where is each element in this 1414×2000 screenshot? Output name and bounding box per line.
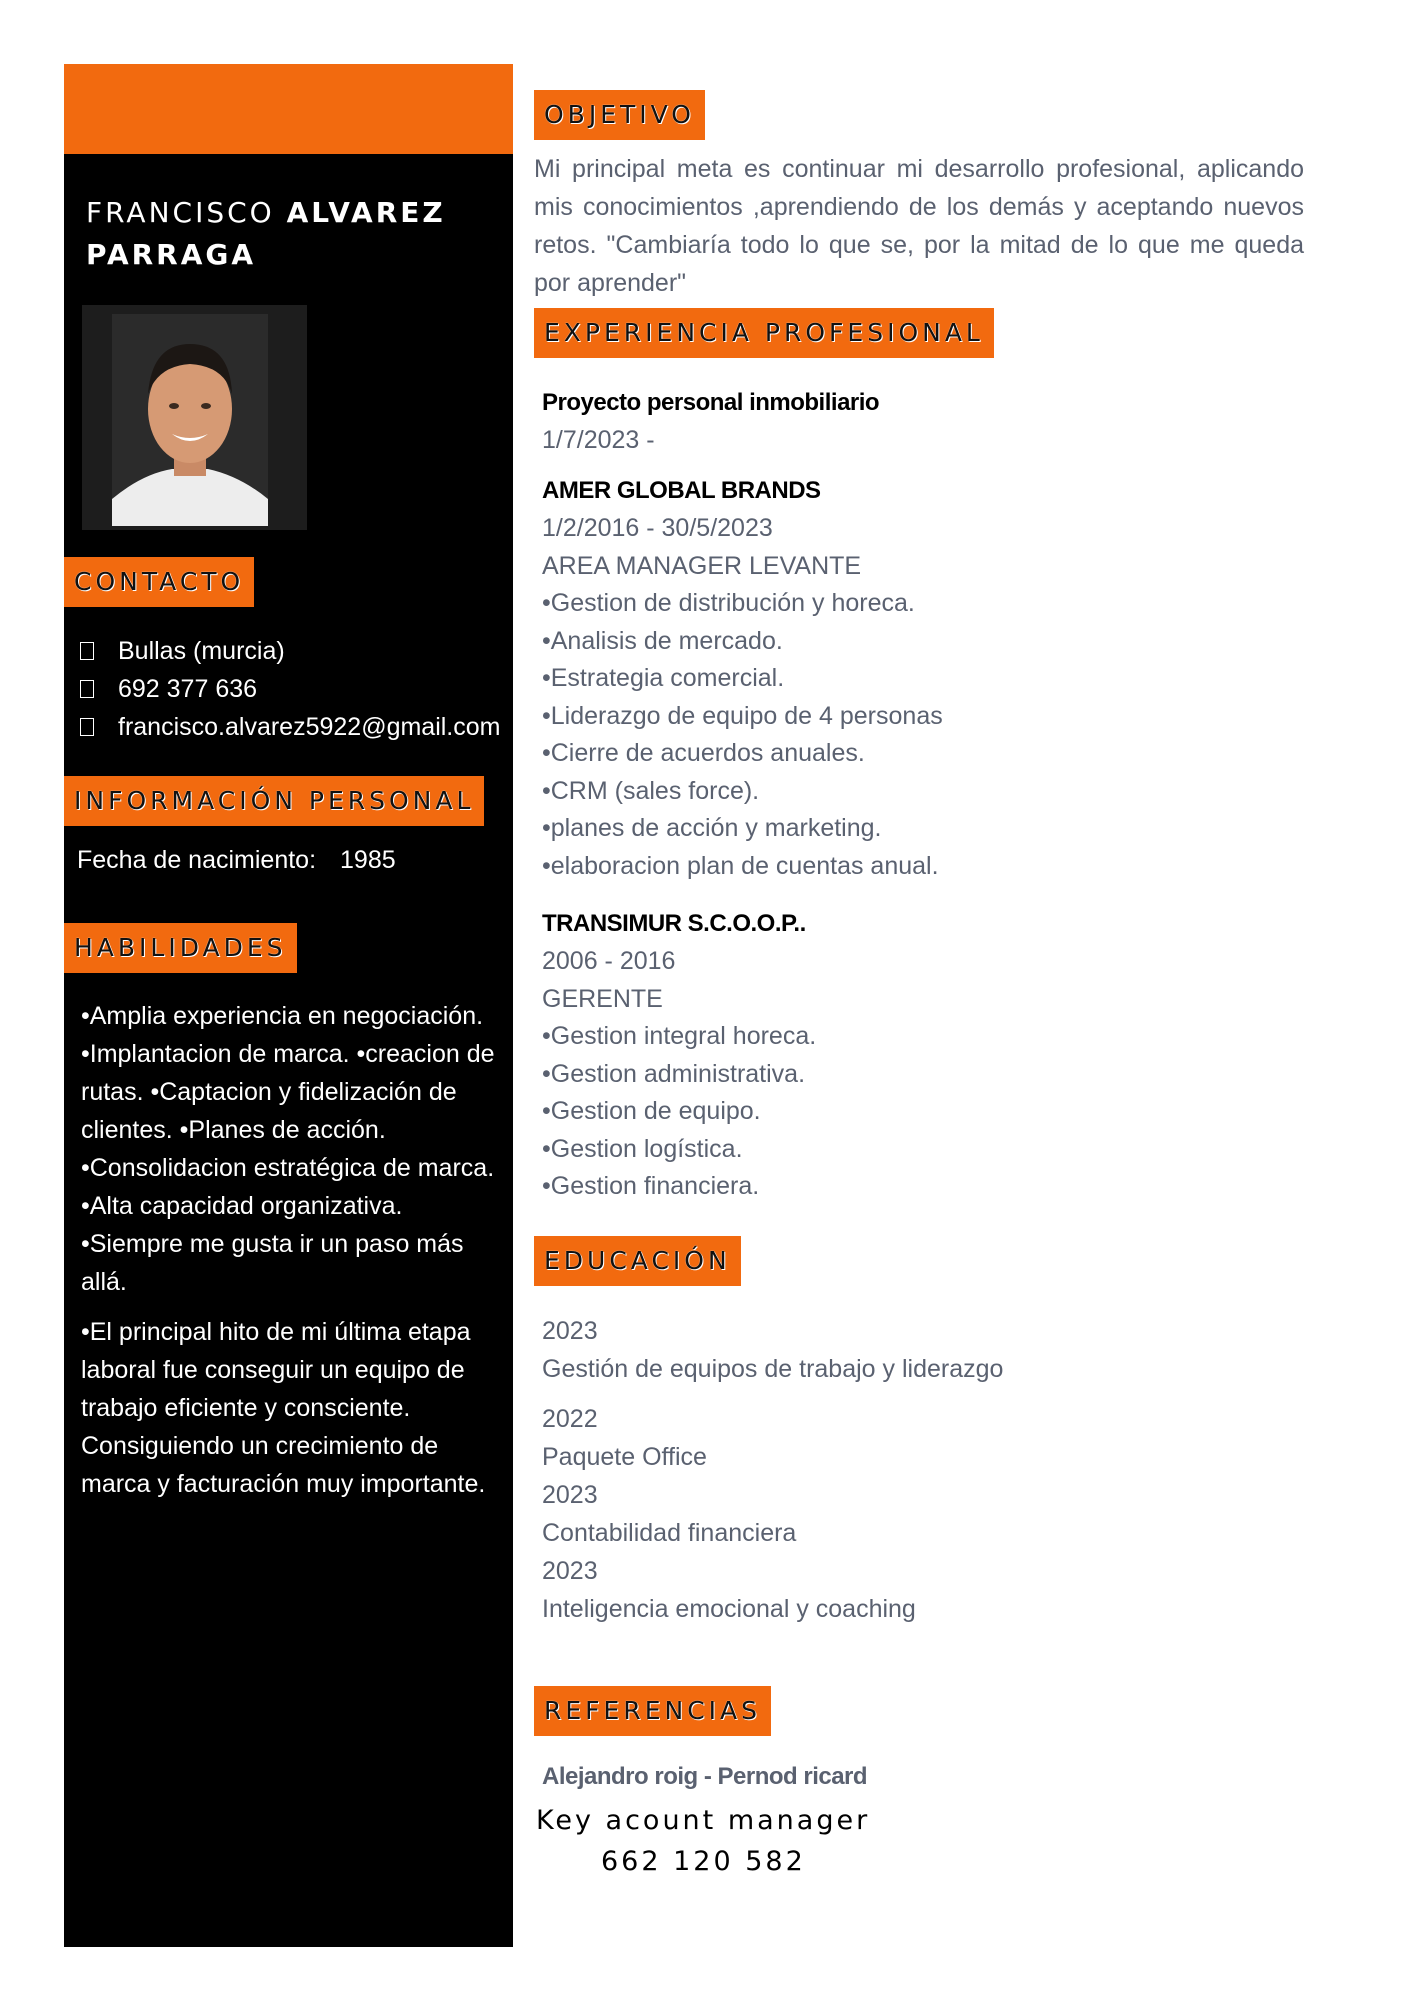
contact-location	[78, 632, 508, 670]
section-skills-label: HABILIDADES	[64, 923, 297, 973]
contact-phone-text[interactable]: 692 377 636	[118, 675, 258, 703]
skills-paragraph-1: •Amplia experiencia en negociación. •Implantacion de marca. •creacion de rutas. •Captacion y fidelización de clientes. •Planes de acción. •Consolidacion estratégica de marca. •Alta capacidad organizativa. •Siempre me gusta ir un paso más allá.	[81, 1002, 495, 1296]
section-references-label: REFERENCIAS	[534, 1686, 771, 1736]
sidebar-accent-band	[64, 64, 513, 154]
education-year: 2023	[542, 1557, 598, 1585]
contact-phone	[78, 670, 508, 708]
job-dates: 2006 - 2016	[542, 947, 676, 975]
phone-icon	[80, 680, 94, 698]
job-task: •Cierre de acuerdos anuales.	[542, 739, 865, 767]
education-title: Contabilidad financiera	[542, 1519, 797, 1547]
reference-name: Alejandro roig - Pernod ricard	[542, 1763, 868, 1790]
section-objective-label: OBJETIVO	[534, 90, 705, 140]
job-task: •CRM (sales force).	[542, 776, 760, 805]
job-entry	[542, 384, 1302, 460]
section-personal-label: INFORMACIÓN PERSONAL	[64, 776, 484, 826]
email-icon	[80, 718, 94, 736]
job-company: TRANSIMUR S.C.O.O.P..	[542, 910, 806, 937]
education-year: 2023	[542, 1317, 598, 1345]
section-contact-label: CONTACTO	[64, 557, 254, 607]
reference-phone[interactable]: 662 120 582	[601, 1846, 806, 1877]
profile-photo	[112, 314, 268, 526]
birth-value: 1985	[340, 846, 396, 874]
contact-location-text: Bullas (murcia)	[118, 637, 285, 665]
contact-list	[78, 632, 508, 746]
job-role: AREA MANAGER LEVANTE	[542, 551, 862, 580]
education-entry	[542, 1400, 1302, 1628]
section-education-label: EDUCACIÓN	[534, 1236, 741, 1286]
contact-email	[78, 708, 508, 746]
education-year: 2022	[542, 1405, 598, 1433]
education-title: Gestión de equipos de trabajo y liderazgo	[542, 1355, 1004, 1383]
section-experience-label: EXPERIENCIA PROFESIONAL	[534, 308, 994, 358]
job-task: •Analisis de mercado.	[542, 626, 783, 655]
last-name-1: ALVAREZ	[286, 196, 446, 229]
skills-text	[81, 997, 511, 1515]
job-task: •planes de acción y marketing.	[542, 814, 882, 842]
job-task: •Gestion integral horeca.	[542, 1022, 817, 1050]
education-year: 2023	[542, 1481, 598, 1509]
objective-text: Mi principal meta es continuar mi desarrollo profesional, aplicando mis conocimientos ,aprendiendo de los demás y aceptando nuevos retos. "Cambiaría todo lo que se, por la mitad de lo que me queda por aprender"	[534, 155, 1304, 297]
first-name: FRANCISCO	[86, 196, 275, 229]
job-task: •Gestion financiera.	[542, 1172, 760, 1200]
birth-label: Fecha de nacimiento:	[77, 846, 317, 874]
job-task: •Gestion de equipo.	[542, 1097, 761, 1125]
skills-paragraph-2: •El principal hito de mi última etapa laboral fue conseguir un equipo de trabajo eficiente y consciente. Consiguiendo un crecimiento de marca y facturación muy importante.	[81, 1318, 486, 1498]
education-entry	[542, 1312, 1302, 1388]
education-title: Paquete Office	[542, 1443, 707, 1471]
job-dates: 1/2/2016 - 30/5/2023	[542, 514, 773, 542]
job-role: GERENTE	[542, 984, 663, 1013]
job-dates: 1/7/2023 -	[542, 426, 655, 454]
job-task: •Liderazgo de equipo de 4 personas	[542, 701, 943, 730]
reference-role: Key acount manager	[536, 1805, 871, 1836]
job-entry	[542, 905, 1302, 1206]
contact-email-text[interactable]: francisco.alvarez5922@gmail.com	[118, 713, 501, 741]
job-company: Proyecto personal inmobiliario	[542, 389, 880, 416]
candidate-name	[86, 192, 506, 276]
job-company: AMER GLOBAL BRANDS	[542, 477, 821, 504]
job-entry	[542, 472, 1302, 885]
job-task: •elaboracion plan de cuentas anual.	[542, 851, 939, 880]
education-title: Inteligencia emocional y coaching	[542, 1595, 916, 1623]
job-task: •Gestion administrativa.	[542, 1059, 806, 1088]
last-name-2: PARRAGA	[86, 238, 257, 271]
job-task: •Estrategia comercial.	[542, 664, 785, 692]
job-task: •Gestion logística.	[542, 1134, 743, 1163]
personal-info	[77, 846, 396, 875]
job-task: •Gestion de distribución y horeca.	[542, 589, 915, 617]
location-icon	[80, 642, 94, 660]
